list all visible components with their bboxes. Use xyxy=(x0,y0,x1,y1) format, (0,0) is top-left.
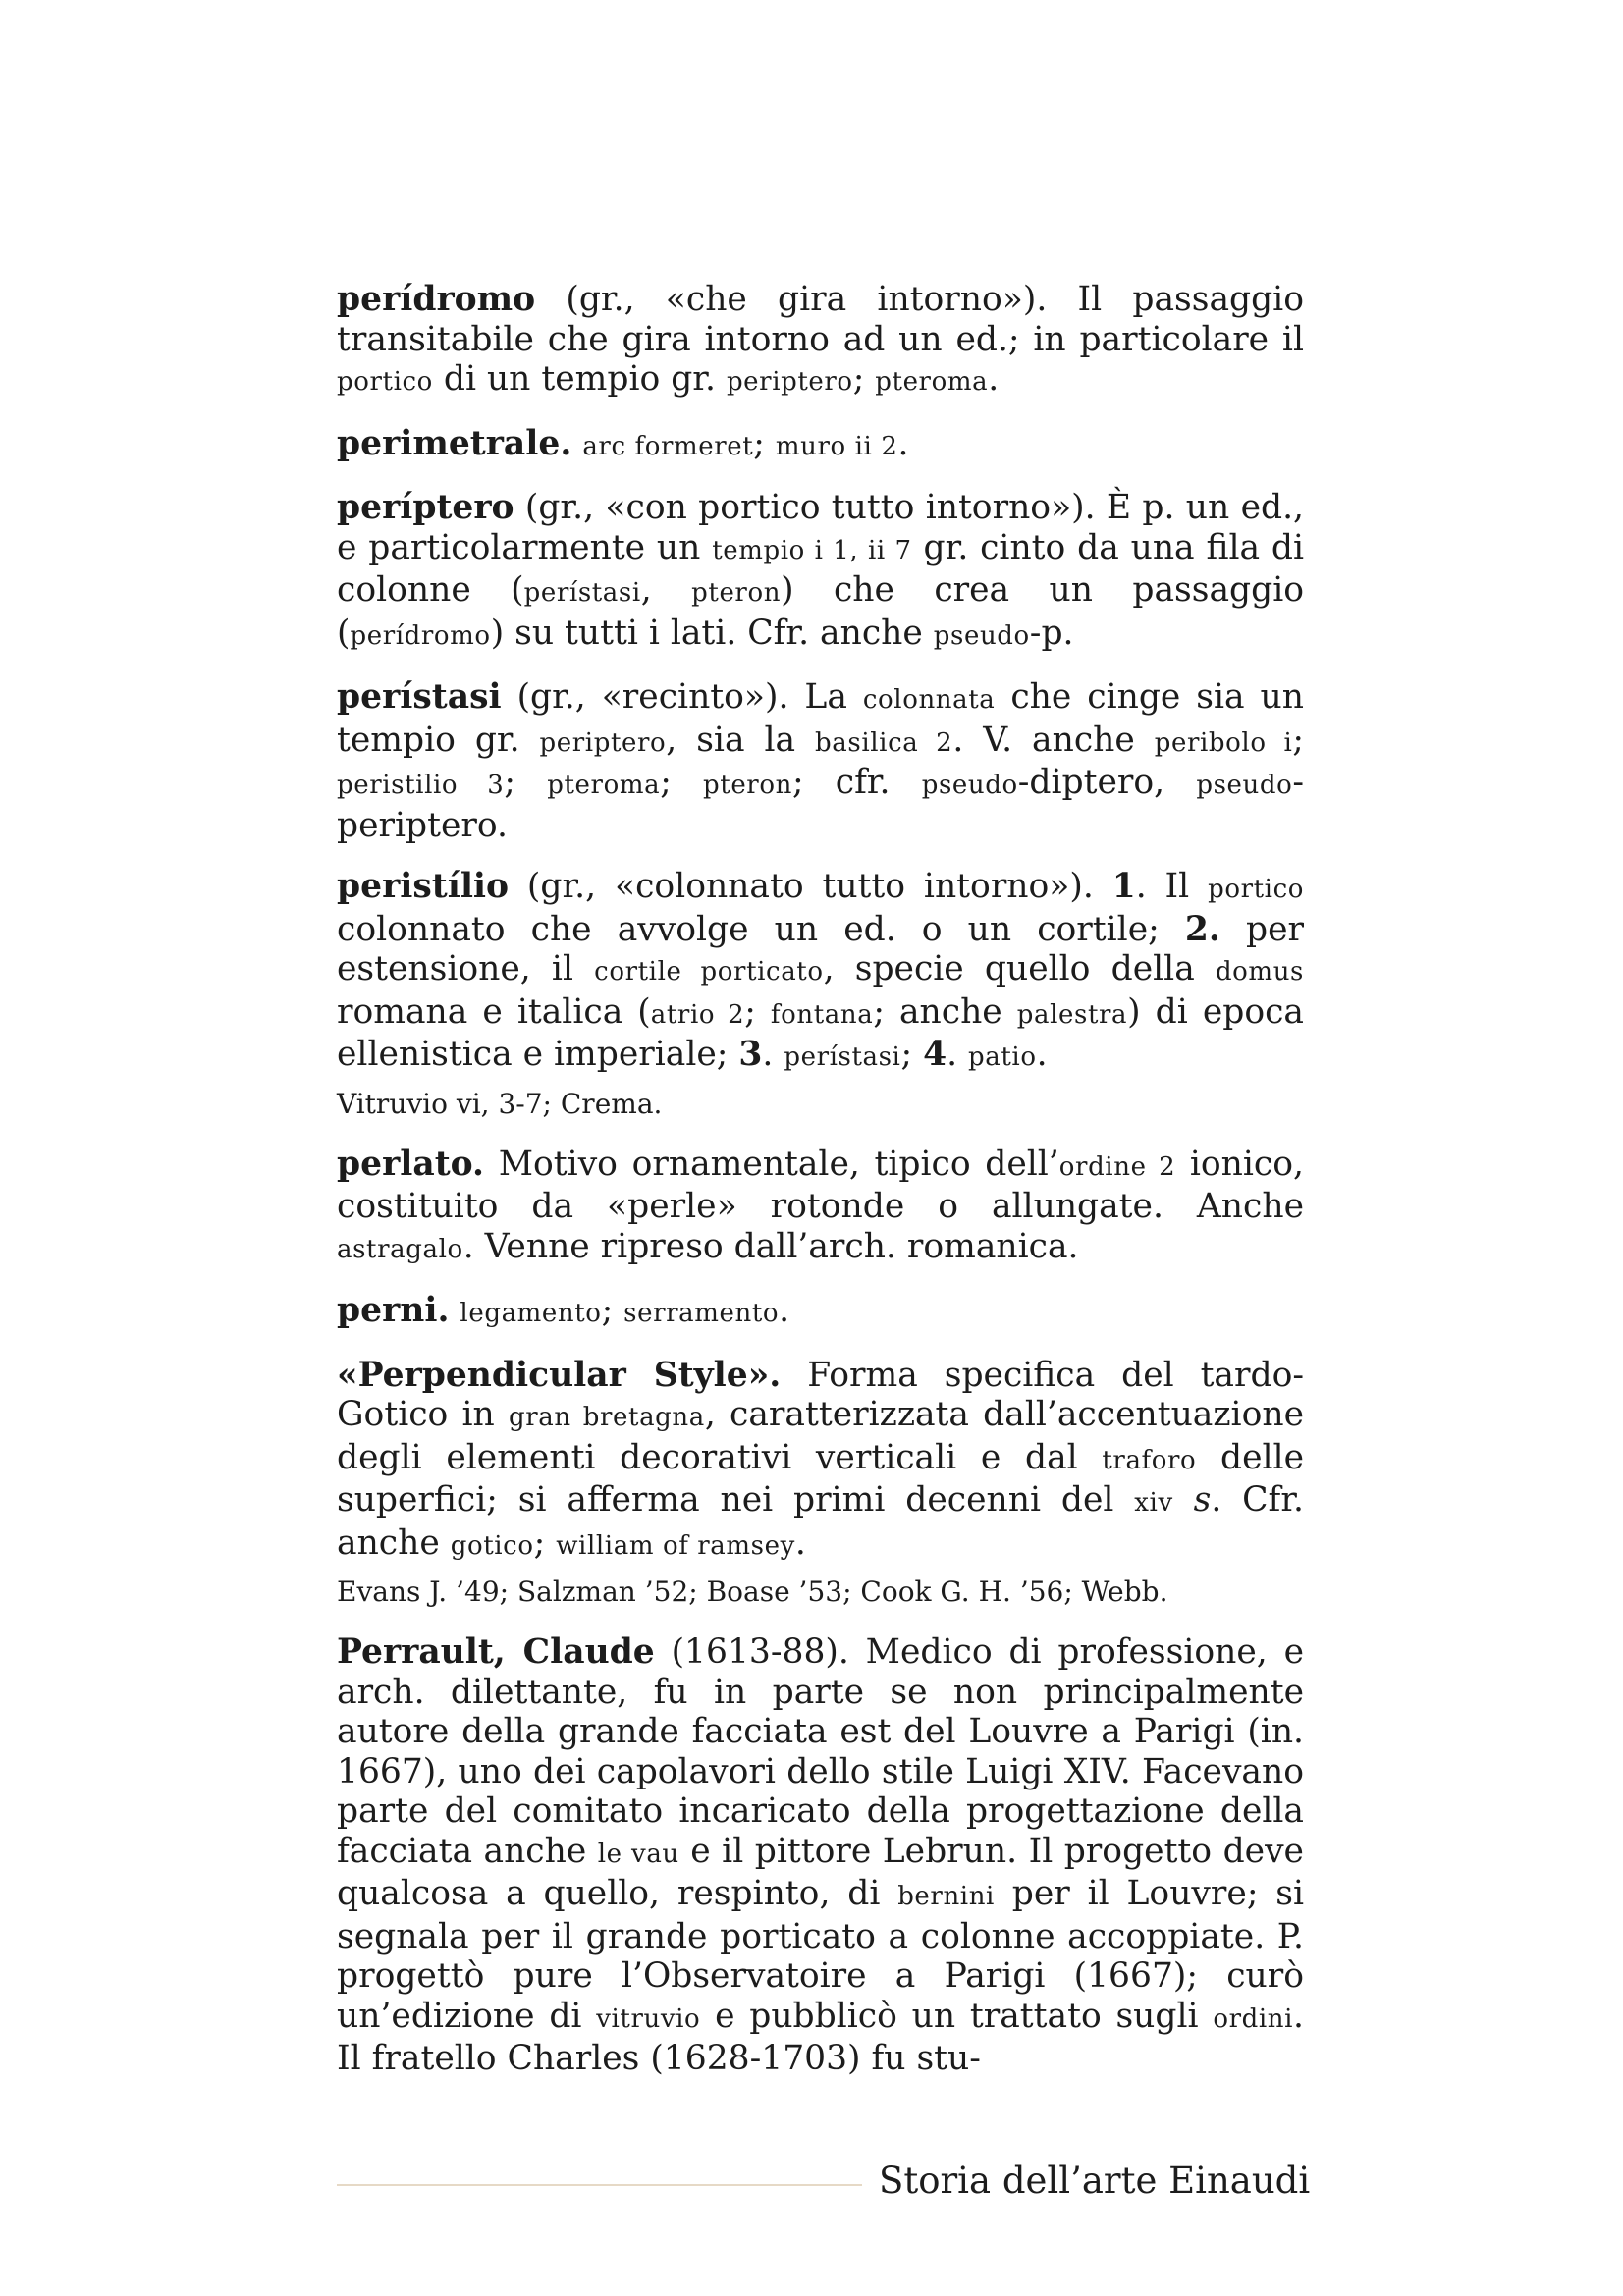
entry-text: colonnato che avvolge un ed. o un cortile; xyxy=(337,909,1185,949)
cross-reference: pteron xyxy=(691,578,782,608)
dictionary-entry xyxy=(337,424,1304,467)
entry-text: . xyxy=(762,1035,784,1074)
entry-text: . xyxy=(794,1522,806,1563)
cross-reference: bernini xyxy=(897,1882,995,1911)
entry-text: . Il xyxy=(1135,867,1209,906)
cross-reference: astragalo xyxy=(337,1234,463,1264)
cross-reference: perístasi xyxy=(784,1042,901,1072)
entry-headword: períptero xyxy=(337,488,514,527)
entry-headword: perístasi xyxy=(337,677,502,717)
cross-reference: pteroma xyxy=(875,367,989,397)
cross-reference: pteron xyxy=(703,771,792,800)
dictionary-entry xyxy=(337,677,1304,845)
cross-reference: fontana xyxy=(770,999,874,1030)
entry-text: che cinge sia un tempio gr. xyxy=(337,677,1304,760)
entry-text: (gr., «recinto»). La xyxy=(501,677,863,717)
entry-headword: «Perpendicular Style». xyxy=(337,1355,782,1395)
entry-text: , xyxy=(640,570,692,610)
cross-reference: vitruvio xyxy=(596,2003,701,2034)
entry-text: ; xyxy=(660,763,704,802)
cross-reference: ordini xyxy=(1213,2003,1294,2034)
entry-text: ; xyxy=(852,359,876,399)
entry-text: ; cfr. xyxy=(791,763,922,802)
entry-text: romana e italica ( xyxy=(337,991,651,1032)
entry-headword: 2. xyxy=(1184,909,1220,949)
cross-reference: domus xyxy=(1215,957,1304,987)
cross-reference: portico xyxy=(1208,875,1304,904)
cross-reference: peribolo i xyxy=(1154,727,1293,758)
footer-title: Storia dell’arte Einaudi xyxy=(879,2160,1311,2202)
entry-text: ) di epoca ellenistica e imperiale; xyxy=(337,991,1304,1074)
entry-text: per estensione, il xyxy=(337,909,1304,988)
cross-reference: tempio i 1, ii 7 xyxy=(712,535,912,565)
dictionary-entry xyxy=(337,1632,1304,2079)
entry-text: ionico, costituito da «perle» rotonde o allungate. Anche xyxy=(337,1144,1304,1226)
dictionary-entry xyxy=(337,488,1304,656)
cross-reference: atrio 2 xyxy=(650,999,745,1030)
entry-text: -periptero. xyxy=(337,763,1305,845)
entry-text: Motivo ornamentale, tipico dell’ xyxy=(484,1144,1059,1184)
bibliography-reference: Evans J. ’49; Salzman ’52; Boase ’53; Cook G. H. ’56; Webb. xyxy=(337,1575,1168,1608)
cross-reference: arc formeret xyxy=(582,431,754,461)
entry-text: e pubblicò un trattato sugli xyxy=(700,1996,1214,2036)
cross-reference: pseudo xyxy=(1196,771,1293,800)
entry-headword: perimetrale. xyxy=(337,423,572,463)
entry-text xyxy=(571,424,582,463)
italic-text: s xyxy=(1193,1480,1212,1520)
entry-text: . V. anche xyxy=(952,720,1155,760)
cross-reference: legamento xyxy=(460,1299,602,1328)
entry-text: ; xyxy=(504,763,548,802)
entry-text: . xyxy=(947,1035,969,1074)
entry-text: (1613-88). Medico di professione, e arch. dilettante, fu in parte se non principalmente autore della grande facciata est del Louvre a Parigi (in. 1667), uno dei capolavori dello stile Luigi XIV. Facevano parte del comitato incaricato della progettazione della facciata anche xyxy=(337,1632,1304,1871)
entry-text xyxy=(1173,1480,1194,1520)
cross-reference: gran bretagna xyxy=(508,1403,705,1432)
cross-reference: pseudo xyxy=(921,771,1018,800)
entry-text: -p. xyxy=(1029,613,1074,653)
dictionary-entry xyxy=(337,1356,1304,1567)
entry-headword: Perrault, Claude xyxy=(337,1632,655,1672)
cross-reference: le vau xyxy=(597,1839,679,1869)
dictionary-entry xyxy=(337,1291,1304,1334)
cross-reference: ordine 2 xyxy=(1058,1151,1176,1182)
cross-reference: muro ii 2 xyxy=(775,431,898,461)
entry-text xyxy=(449,1291,460,1330)
entry-text: ; xyxy=(1292,720,1304,760)
cross-reference: peristilio 3 xyxy=(337,771,505,800)
entry-text: . xyxy=(1036,1035,1048,1074)
dictionary-column xyxy=(337,280,1304,2101)
entry-text: , caratterizzata dall’accentuazione degli elementi decorativi verticali e dal xyxy=(337,1395,1304,1477)
entry-headword: 4 xyxy=(923,1035,947,1074)
cross-reference: xiv xyxy=(1134,1488,1173,1518)
entry-headword: perídromo xyxy=(337,280,536,319)
entry-text: . xyxy=(988,359,1000,399)
entry-text: (gr., «colonnato tutto intorno»). xyxy=(509,867,1112,906)
cross-reference: basilica 2 xyxy=(815,727,953,758)
entry-headword: 1 xyxy=(1111,867,1136,906)
entry-text: . Cfr. anche xyxy=(337,1480,1304,1563)
cross-reference: pseudo xyxy=(933,620,1030,651)
entry-text: di un tempio gr. xyxy=(432,359,727,399)
cross-reference: perístasi xyxy=(523,578,641,608)
entry-text: gr. cinto da una fila di colonne ( xyxy=(337,527,1305,610)
entry-text: per il Louvre; si segnala per il grande porticato a colonne accoppiate. P. progettò pure l’Observatoire a Parigi (1667); curò un’edizione di xyxy=(337,1874,1305,2036)
footer-rule xyxy=(337,2184,862,2186)
entry-text: ) che crea un passaggio ( xyxy=(337,570,1304,653)
entry-text: Forma specifica del tardo-Gotico in xyxy=(337,1355,1305,1434)
entry-text: . Venne ripreso dall’arch. romanica. xyxy=(462,1226,1079,1266)
entry-text: ; anche xyxy=(873,991,1017,1032)
entry-text: -diptero, xyxy=(1017,763,1197,802)
cross-reference: perídromo xyxy=(350,620,491,651)
entry-text: , sia la xyxy=(666,720,816,760)
entry-text: ; xyxy=(753,423,776,463)
entry-text: ; xyxy=(601,1291,624,1330)
cross-reference: pteroma xyxy=(547,771,661,800)
entry-headword: perlato. xyxy=(337,1144,485,1184)
entry-text: ) su tutti i lati. Cfr. anche xyxy=(490,613,934,653)
entry-text: ; xyxy=(533,1522,557,1563)
entry-headword: 3 xyxy=(738,1035,763,1074)
cross-reference: patio xyxy=(968,1042,1037,1072)
entry-text: (gr., «con portico tutto intorno»). È p. un ed., e particolarmente un xyxy=(337,488,1304,567)
cross-reference: portico xyxy=(337,367,433,397)
bibliography-reference: Vitruvio vi, 3-7; Crema. xyxy=(337,1087,663,1120)
cross-reference: gotico xyxy=(450,1530,534,1561)
entry-text: . Il fratello Charles (1628-1703) fu stu- xyxy=(337,1996,1304,2078)
cross-reference: traforo xyxy=(1102,1445,1197,1475)
entry-text: . xyxy=(779,1291,790,1330)
entry-headword: perni. xyxy=(337,1291,450,1330)
entry-text: ; xyxy=(900,1035,924,1074)
entry-text: ; xyxy=(744,991,771,1032)
dictionary-entry xyxy=(337,1145,1304,1270)
cross-reference: periptero xyxy=(726,367,853,397)
entry-text: delle superfici; si afferma nei primi decenni del xyxy=(337,1437,1304,1520)
entry-text: , specie quello della xyxy=(823,949,1216,988)
entry-text: (gr., «che gira intorno»). Il passaggio transitabile che gira intorno ad un ed.; in particolare il xyxy=(337,280,1304,359)
cross-reference: william of ramsey xyxy=(556,1530,795,1561)
cross-reference: periptero xyxy=(539,727,667,758)
dictionary-entry xyxy=(337,867,1304,1078)
entry-text: . xyxy=(897,423,909,463)
entry-headword: peristílio xyxy=(337,867,510,906)
cross-reference: serramento xyxy=(623,1299,780,1328)
dictionary-entry xyxy=(337,280,1304,402)
entry-text: e il pittore Lebrun. Il progetto deve qualcosa a quello, respinto, di xyxy=(337,1831,1304,1913)
cross-reference: cortile porticato xyxy=(594,957,824,987)
cross-reference: palestra xyxy=(1016,999,1128,1030)
cross-reference: colonnata xyxy=(862,685,996,715)
